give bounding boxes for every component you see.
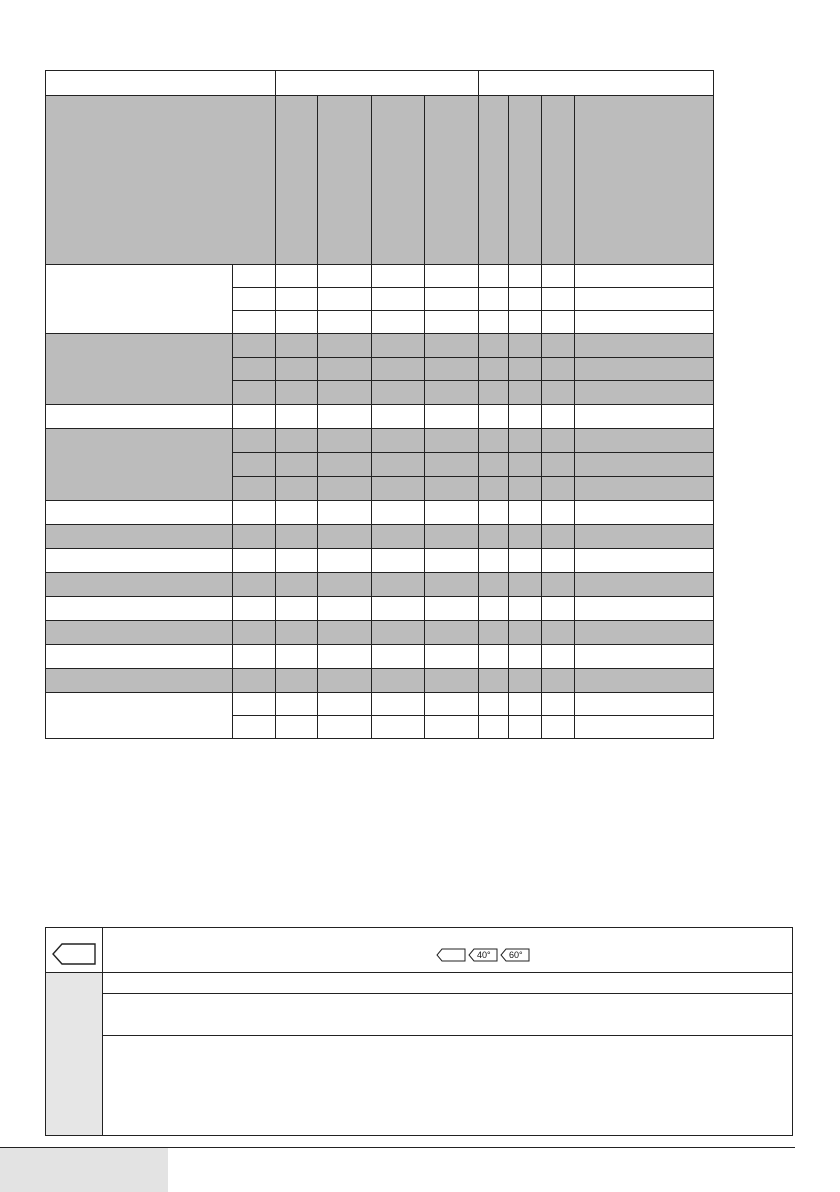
temperature-40-label: 40° [477, 950, 491, 960]
row-line-217 [232, 287, 714, 288]
info-row-line-1 [46, 972, 792, 973]
header-col-divider-2 [478, 70, 479, 96]
v-overlay-7 [541, 96, 542, 738]
shaded-row-502 [46, 573, 713, 596]
h-overlay-310 [232, 380, 714, 381]
program-table [45, 70, 714, 739]
h-overlay-194 [45, 264, 714, 265]
row-line-240 [232, 310, 714, 311]
table-border-top [45, 70, 714, 71]
v-overlay-3 [371, 96, 372, 738]
v-overlay-6 [508, 96, 509, 738]
info-row-line-3 [102, 1035, 792, 1036]
row-line-430 [45, 500, 714, 501]
info-row-line-2 [102, 993, 792, 994]
v-overlay-4 [424, 96, 425, 738]
shaded-row-550 [46, 621, 713, 644]
temperature-40-icon [468, 948, 498, 962]
row-line-622 [45, 692, 714, 693]
shaded-row-454 [46, 525, 713, 548]
header-col-divider-1 [275, 70, 276, 96]
h-overlay-382 [232, 452, 714, 453]
temperature-60-icon [500, 948, 530, 962]
temperature-60-label: 60° [509, 950, 523, 960]
h-overlay-406 [232, 476, 714, 477]
shaded-row-598 [46, 669, 713, 692]
info-panel-left-divider [102, 928, 103, 1135]
v-overlay-8 [574, 96, 575, 738]
shaded-group-2 [46, 334, 713, 404]
inline-icons [436, 948, 536, 962]
info-panel [45, 927, 793, 1136]
row-line-574 [45, 644, 714, 645]
info-panel-left-column [46, 973, 102, 1135]
v-overlay-1 [275, 96, 276, 738]
row-line-478 [45, 548, 714, 549]
shaded-group-3 [46, 429, 713, 500]
footer-tab [0, 1148, 168, 1192]
h-overlay-287 [232, 357, 714, 358]
row-line-526 [45, 596, 714, 597]
program-symbol-icon [52, 943, 96, 965]
v-overlay-2 [317, 96, 318, 738]
row-line-645 [232, 715, 714, 716]
program-symbol-small-icon [436, 948, 466, 962]
v-line-left-split-overlay [232, 264, 233, 738]
table-border-bottom [45, 738, 714, 739]
row-line-334 [45, 404, 714, 405]
header-gray-block [46, 96, 713, 265]
v-overlay-5 [478, 96, 479, 738]
